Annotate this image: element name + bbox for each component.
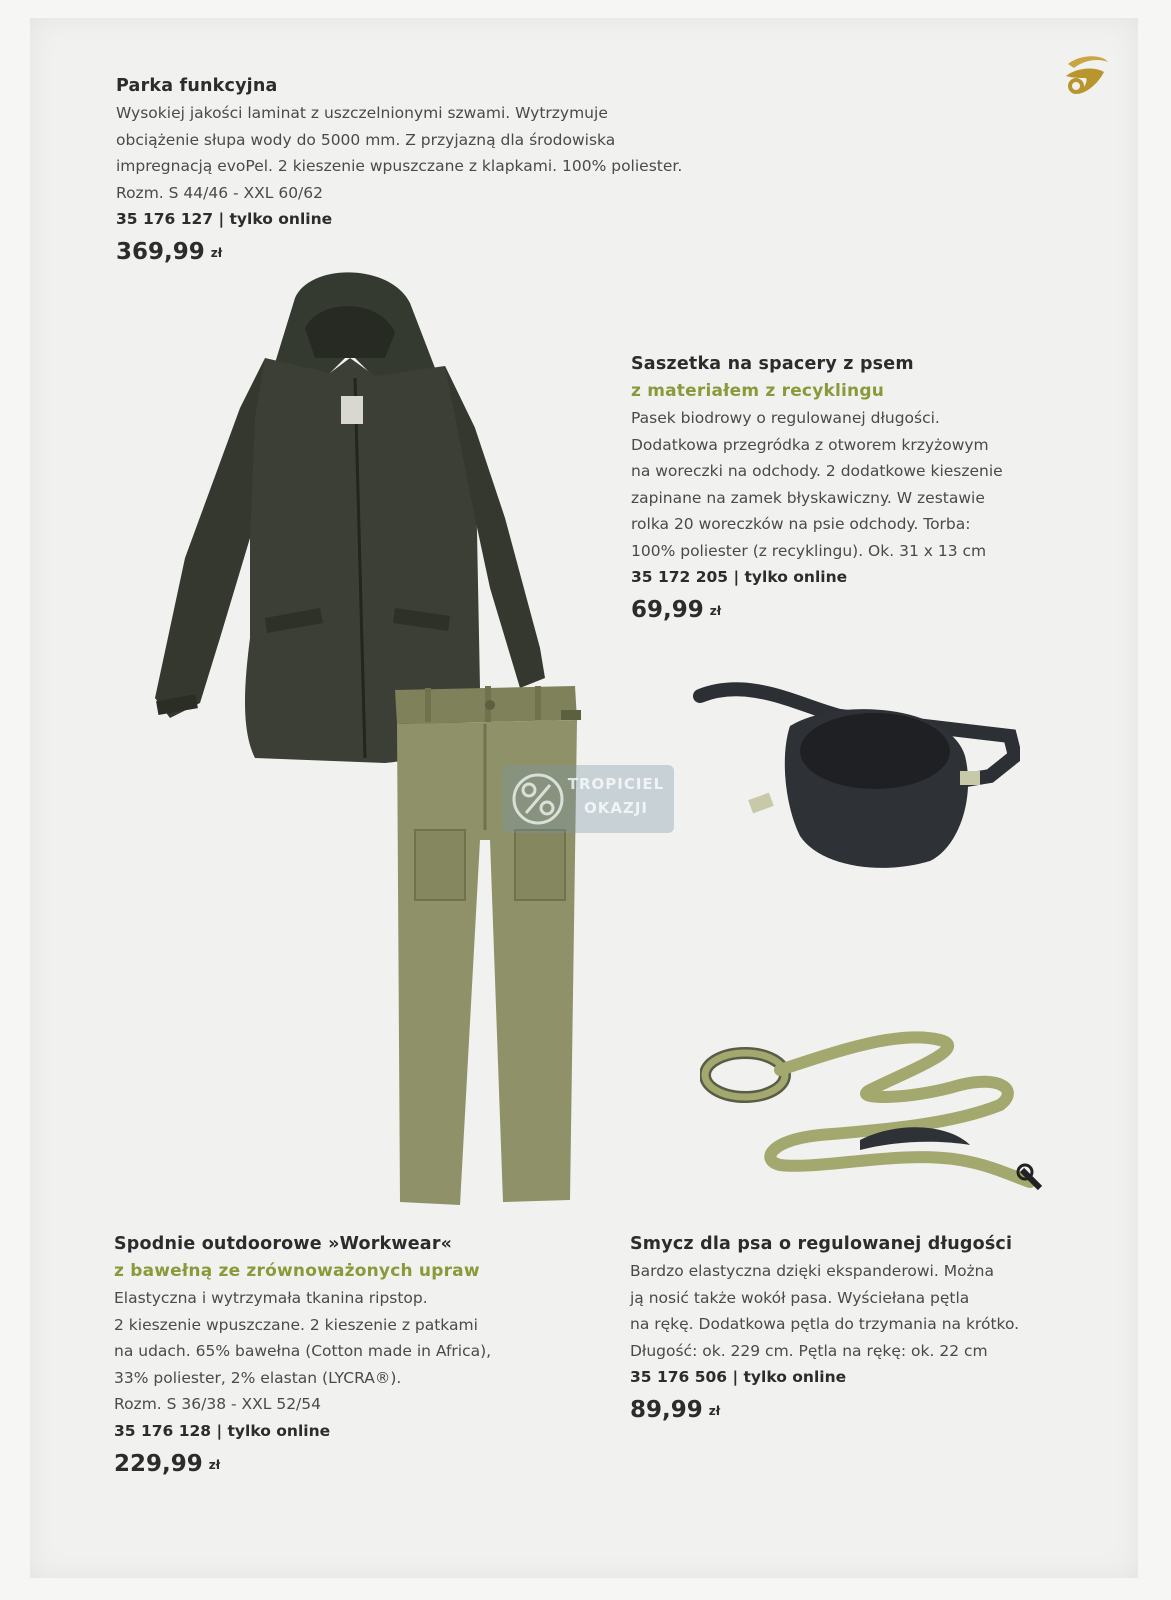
price-value: 369,99 <box>116 239 205 265</box>
price-value: 89,99 <box>630 1397 703 1423</box>
product-description-line: impregnacją evoPel. 2 kieszenie wpuszczane z klapkami. 100% poliester. <box>116 157 683 175</box>
product-price <box>114 1451 574 1477</box>
product-description-line: Bardzo elastyczna dzięki ekspanderowi. Można <box>630 1262 995 1280</box>
watermark-line2: OKAZJI <box>583 799 649 817</box>
product-description-line: Długość: ok. 229 cm. Pętla na rękę: ok. 22 cm <box>630 1341 988 1360</box>
product-subtitle: z bawełną ze zrównoważonych upraw <box>114 1261 480 1281</box>
product-leash <box>630 1230 1110 1423</box>
product-description-line: 2 kieszenie wpuszczane. 2 kieszenie z patkami <box>114 1315 478 1334</box>
product-size-range: Rozm. S 36/38 - XXL 52/54 <box>114 1395 321 1413</box>
product-code: 35 176 128 | tylko online <box>114 1421 331 1440</box>
product-description-line: zapinane na zamek błyskawiczny. W zestawie <box>631 488 985 507</box>
product-bag <box>631 350 1101 623</box>
product-parka <box>116 72 816 265</box>
product-description-line: obciążenie słupa wody do 5000 mm. Z przyjazną dla środowiska <box>116 130 616 149</box>
product-price <box>630 1397 1110 1423</box>
product-description-line: rolka 20 woreczków na psie odchody. Torba: <box>631 515 971 533</box>
product-subtitle: z materiałem z recyklingu <box>631 381 885 401</box>
product-code: 35 176 127 | tylko online <box>116 210 333 228</box>
product-description-line: Wysokiej jakości laminat z uszczelnionymi szwami. Wytrzymuje <box>116 104 608 122</box>
percent-icon <box>510 771 566 827</box>
product-title: Saszetka na spacery z psem <box>631 354 914 374</box>
product-title: Spodnie outdoorowe »Workwear« <box>114 1234 453 1254</box>
price-currency: zł <box>210 246 223 260</box>
product-size-range: Rozm. S 44/46 - XXL 60/62 <box>116 183 323 202</box>
price-currency: zł <box>709 604 722 618</box>
product-price <box>631 597 1101 623</box>
product-title: Parka funkcyjna <box>116 76 278 96</box>
outdoor-pants-image <box>385 680 585 1215</box>
product-description-line: Pasek biodrowy o regulowanej długości. <box>631 409 940 427</box>
product-description-line: na udach. 65% bawełna (Cotton made in Africa), <box>114 1342 492 1360</box>
product-pants <box>114 1230 574 1477</box>
product-title: Smycz dla psa o regulowanej długości <box>630 1234 1013 1254</box>
product-description-line: Dodatkowa przegródka z otworem krzyżowym <box>631 435 989 454</box>
watermark-badge <box>502 765 674 833</box>
waist-bag-image <box>690 676 1020 876</box>
product-description-line: 100% poliester (z recyklingu). Ok. 31 x 13 cm <box>631 541 987 560</box>
dog-leash-image <box>700 1020 1050 1190</box>
product-description-line: ją nosić także wokół pasa. Wyściełana pętla <box>630 1288 970 1307</box>
product-description-line: Elastyczna i wytrzymała tkanina ripstop. <box>114 1289 428 1307</box>
brand-logo-icon <box>1060 50 1114 102</box>
price-currency: zł <box>708 1404 721 1418</box>
product-description-line: na woreczki na odchody. 2 dodatkowe kieszenie <box>631 462 1003 480</box>
product-description-line: na rękę. Dodatkowa pętla do trzymania na krótko. <box>630 1315 1020 1333</box>
price-value: 69,99 <box>631 597 704 623</box>
product-code: 35 172 205 | tylko online <box>631 568 848 586</box>
product-code: 35 176 506 | tylko online <box>630 1368 847 1386</box>
product-description-line: 33% poliester, 2% elastan (LYCRA®). <box>114 1368 402 1387</box>
watermark-line1: TROPICIEL <box>567 775 665 793</box>
price-currency: zł <box>208 1457 221 1472</box>
price-value: 229,99 <box>114 1450 203 1477</box>
